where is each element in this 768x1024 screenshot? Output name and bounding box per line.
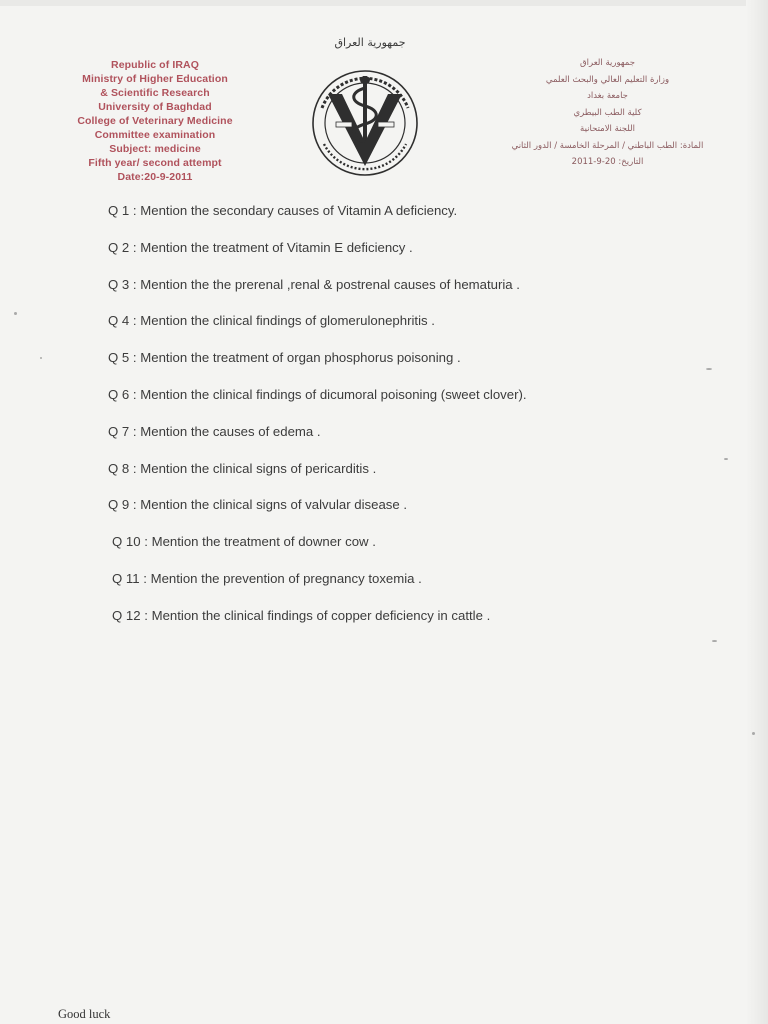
question-9: Q 9 : Mention the clinical signs of valvular disease .	[108, 497, 408, 513]
header-ar-line-university: جامعة بغداد	[587, 91, 628, 101]
header-english-block	[40, 58, 270, 184]
question-list	[108, 202, 668, 644]
scan-speck	[40, 357, 42, 359]
header-ar-line-ministry: وزارة التعليم العالي والبحث العلمي	[545, 74, 670, 85]
header-line-university: University of Baghdad	[98, 101, 212, 113]
header-line-country: Republic of IRAQ	[111, 59, 199, 71]
question-4: Q 4 : Mention the clinical findings of glomerulonephritis .	[108, 313, 435, 329]
header-ar-line-country: جمهورية العراق	[580, 58, 635, 68]
header-arabic-block	[500, 55, 715, 171]
question-3: Q 3 : Mention the the prerenal ,renal & postrenal causes of hematuria .	[108, 276, 520, 292]
question-12: Q 12 : Mention the clinical findings of copper deficiency in cattle .	[112, 607, 491, 623]
scan-speck	[706, 368, 712, 370]
question-11: Q 11 : Mention the prevention of pregnancy toxemia .	[112, 570, 422, 586]
scan-speck	[14, 312, 17, 315]
question-8: Q 8 : Mention the clinical signs of pericarditis .	[108, 460, 377, 476]
scan-right-edge	[746, 0, 768, 1024]
scan-speck	[712, 640, 717, 642]
question-1: Q 1 : Mention the secondary causes of Vitamin A deficiency.	[108, 203, 458, 218]
header-arabic-country: جمهورية العراق	[334, 36, 406, 49]
header-line-ministry: Ministry of Higher Education	[82, 73, 228, 85]
header-ar-line-college: كلية الطب البيطري	[573, 107, 642, 118]
good-luck-text: Good luck	[58, 1007, 111, 1021]
question-5: Q 5 : Mention the treatment of organ phosphorus poisoning .	[108, 350, 461, 366]
header-ar-line-committee: اللجنة الامتحانية	[580, 124, 635, 134]
header-line-committee: Committee examination	[94, 129, 216, 141]
question-2: Q 2 : Mention the treatment of Vitamin E deficiency .	[108, 239, 413, 255]
veterinary-college-seal-icon	[300, 58, 430, 188]
header-line-college: College of Veterinary Medicine	[77, 115, 233, 127]
question-6: Q 6 : Mention the clinical findings of dicumoral poisoning (sweet clover).	[108, 386, 527, 402]
header-line-research: & Scientific Research	[100, 87, 210, 99]
header-ar-line-subject: المادة: الطب الباطني / المرحلة الخامسة / الدور الثاني	[511, 140, 704, 151]
scan-top-band	[0, 0, 768, 6]
scan-speck	[752, 732, 755, 735]
header-line-attempt: Fifth year/ second attempt	[88, 157, 222, 169]
scan-speck	[724, 458, 728, 460]
question-10: Q 10 : Mention the treatment of downer cow .	[112, 534, 376, 550]
question-7: Q 7 : Mention the causes of edema .	[108, 423, 321, 439]
header-line-subject: Subject: medicine	[109, 143, 201, 155]
header-ar-line-date: التاريخ: 20-9-2011	[571, 157, 644, 167]
header-line-date: Date:20-9-2011	[117, 171, 193, 183]
